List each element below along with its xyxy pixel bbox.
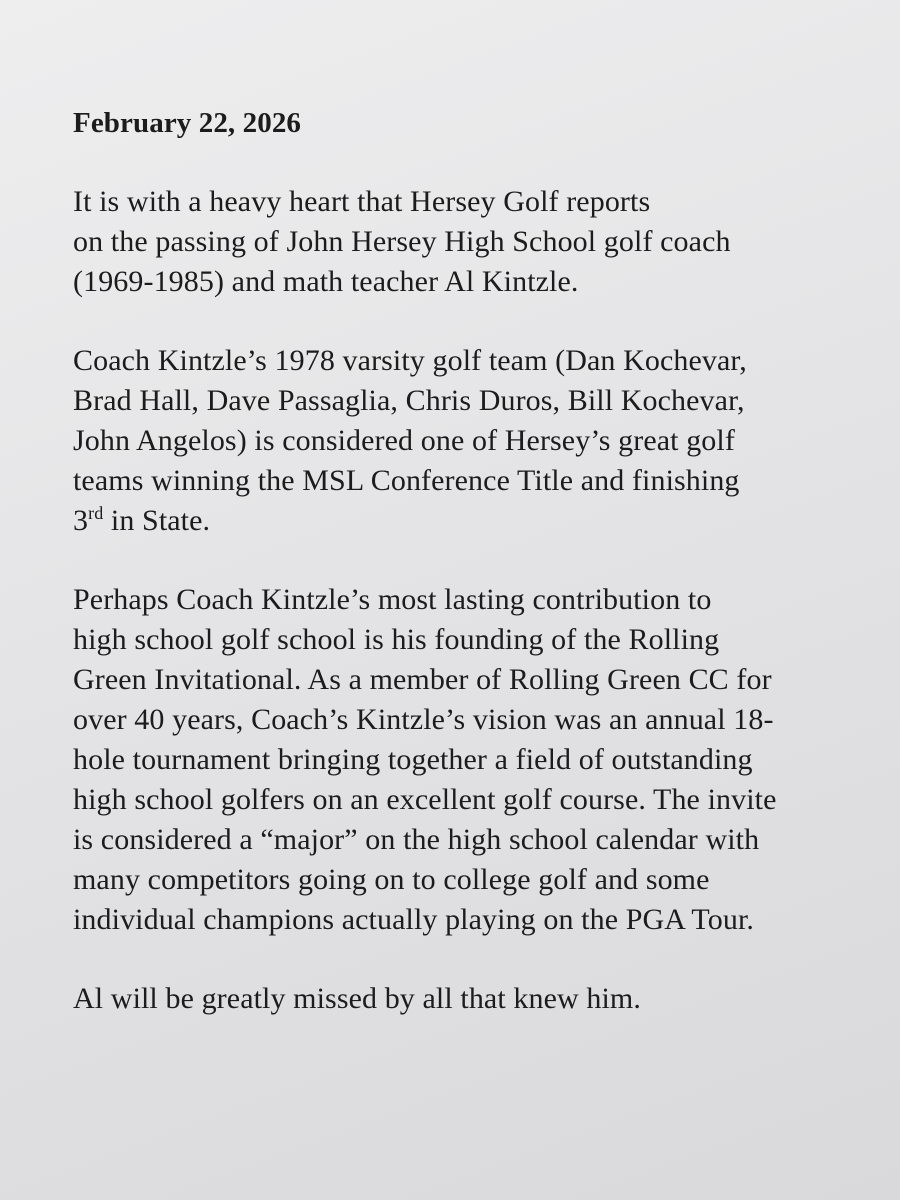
paragraph-1-line: It is with a heavy heart that Hersey Golf reports (73, 185, 651, 218)
paragraph-1-line: on the passing of John Hersey High School golf coach (73, 225, 731, 258)
paragraph-2-last-line (73, 501, 210, 541)
paragraph-3-line: individual champions actually playing on the PGA Tour. (73, 903, 755, 936)
paragraph-3-line: is considered a “major” on the high school calendar with (73, 823, 760, 856)
closing-line: Al will be greatly missed by all that knew him. (73, 982, 641, 1015)
paragraph-3-line: hole tournament bringing together a field of outstanding (73, 743, 753, 776)
paragraph-2-line: Brad Hall, Dave Passaglia, Chris Duros, Bill Kochevar, (73, 384, 745, 417)
place-number: 3 (73, 504, 89, 537)
paragraph-3-line: Green Invitational. As a member of Rolling Green CC for (73, 663, 772, 696)
paragraph-3-line: high school golf school is his founding of the Rolling (73, 623, 720, 656)
place-ordinal-suffix: rd (88, 503, 104, 523)
paragraph-3-line: over 40 years, Coach’s Kintzle’s vision was an annual 18- (73, 703, 774, 736)
place-text: in State. (103, 504, 211, 537)
paragraph-2-line: John Angelos) is considered one of Hersey’s great golf (73, 424, 735, 457)
paragraph-3-line: Perhaps Coach Kintzle’s most lasting contribution to (73, 583, 712, 616)
paragraph-3-line: high school golfers on an excellent golf course. The invite (73, 783, 777, 816)
paragraph-1-line: (1969-1985) and math teacher Al Kintzle. (73, 265, 579, 298)
paragraph-3-line: many competitors going on to college golf and some (73, 863, 710, 896)
letter-date: February 22, 2026 (73, 107, 302, 139)
paragraph-2-line: teams winning the MSL Conference Title and finishing (73, 464, 740, 497)
paragraph-2-line: Coach Kintzle’s 1978 varsity golf team (Dan Kochevar, (73, 344, 747, 377)
